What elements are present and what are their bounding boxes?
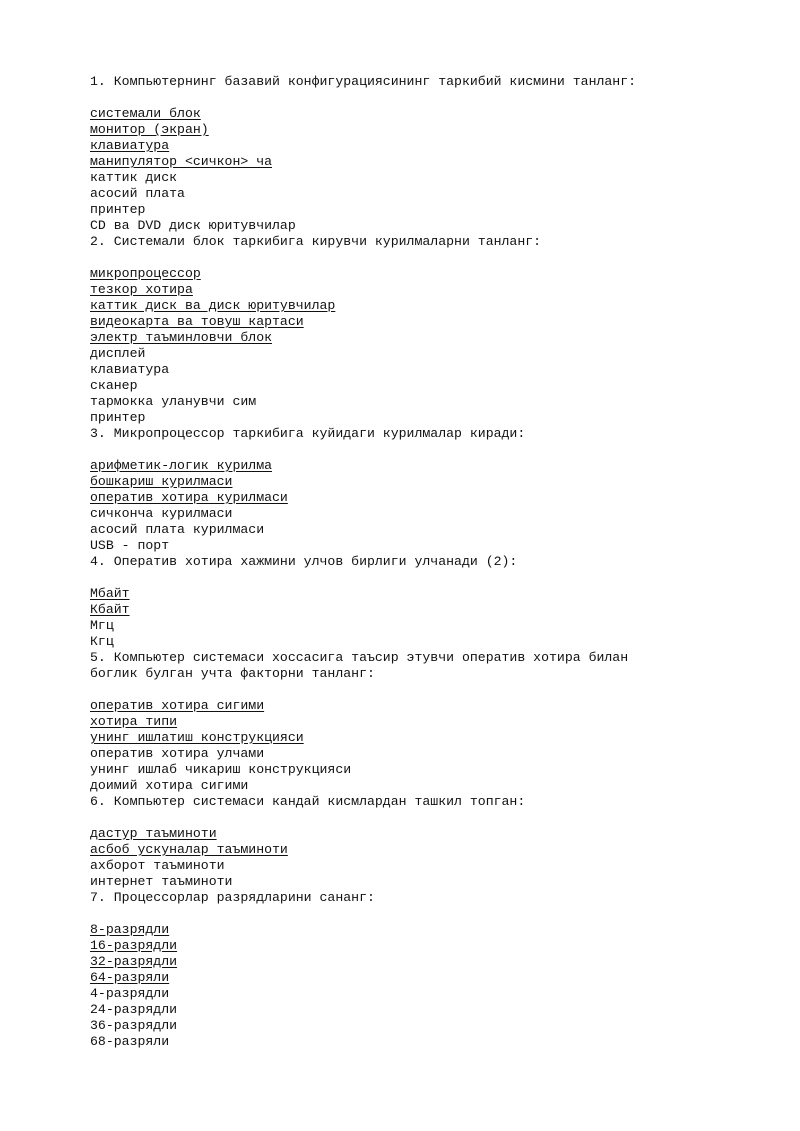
answer-option-correct: [90, 602, 730, 618]
question-block: [90, 890, 730, 1050]
answer-text: клавиатура: [90, 138, 170, 153]
question-title: 1. Компьютернинг базавий конфигурациясининг таркибий кисмини танланг:: [90, 74, 637, 89]
answer-text: оператив хотира улчами: [90, 746, 265, 761]
spacer: [90, 250, 730, 266]
answer-option-correct: [90, 282, 730, 298]
question-block: [90, 426, 730, 554]
answer-text: дисплей: [90, 346, 146, 361]
answer-option-correct: [90, 266, 730, 282]
answer-text: интернет таъминоти: [90, 874, 233, 889]
answer-option-correct: [90, 586, 730, 602]
answer-option-correct: [90, 922, 730, 938]
answer-option: [90, 378, 730, 394]
answer-text: унинг ишлаб чикариш конструкцияси: [90, 762, 352, 777]
answer-option-correct: [90, 730, 730, 746]
answer-text: асосий плата: [90, 186, 185, 201]
answer-option-correct: [90, 698, 730, 714]
answer-text: видеокарта ва товуш картаси: [90, 314, 304, 329]
question-title: 3. Микропроцессор таркибига куйидаги курилмалар киради:: [90, 426, 526, 441]
answer-option: [90, 634, 730, 650]
answer-option-correct: [90, 106, 730, 122]
answer-text: CD ва DVD диск юритувчилар: [90, 218, 296, 233]
answer-text: USB - порт: [90, 538, 170, 553]
answer-option-correct: [90, 458, 730, 474]
answer-text: 32-разрядли: [90, 954, 178, 969]
answer-text: 4-разрядли: [90, 986, 170, 1001]
question-block: [90, 234, 730, 426]
answer-option-correct: [90, 938, 730, 954]
answer-option: [90, 762, 730, 778]
answer-option: [90, 858, 730, 874]
answer-option: [90, 986, 730, 1002]
answer-text: 8-разрядли: [90, 922, 170, 937]
spacer: [90, 90, 730, 106]
answer-option: [90, 410, 730, 426]
question-title: 5. Компьютер системаси хоссасига таъсир этувчи оператив хотира билан боглик булган учта факторни танланг:: [90, 650, 629, 681]
answer-text: монитор (экран): [90, 122, 209, 137]
answer-text: каттик диск ва диск юритувчилар: [90, 298, 336, 313]
answer-text: манипулятор <сичкон> ча: [90, 154, 273, 169]
answer-option: [90, 778, 730, 794]
answer-text: 16-разрядли: [90, 938, 178, 953]
question-title: 4. Оператив хотира хажмини улчов бирлиги улчанади (2):: [90, 554, 518, 569]
answer-text: Мгц: [90, 618, 114, 633]
spacer: [90, 906, 730, 922]
answer-option-correct: [90, 490, 730, 506]
answer-text: тармокка уланувчи сим: [90, 394, 257, 409]
answer-option: [90, 522, 730, 538]
answer-option: [90, 186, 730, 202]
answer-option: [90, 1018, 730, 1034]
answer-option-correct: [90, 474, 730, 490]
answer-text: ахборот таъминоти: [90, 858, 225, 873]
answer-text: оператив хотира сигими: [90, 698, 265, 713]
answer-option-correct: [90, 330, 730, 346]
answer-option: [90, 746, 730, 762]
answer-text: сканер: [90, 378, 138, 393]
question-list: [90, 74, 730, 1050]
answer-text: принтер: [90, 202, 146, 217]
answer-option: [90, 394, 730, 410]
answer-text: арифметик-логик курилма: [90, 458, 273, 473]
question-block: [90, 74, 730, 234]
answer-text: 64-разряли: [90, 970, 170, 985]
answer-option-correct: [90, 122, 730, 138]
answer-option-correct: [90, 970, 730, 986]
answer-option: [90, 618, 730, 634]
question-block: [90, 794, 730, 890]
answer-text: дастур таъминоти: [90, 826, 217, 841]
answer-text: Мбайт: [90, 586, 130, 601]
answer-text: асбоб ускуналар таъминоти: [90, 842, 288, 857]
answer-text: доимий хотира сигими: [90, 778, 249, 793]
spacer: [90, 682, 730, 698]
answer-text: асосий плата курилмаси: [90, 522, 265, 537]
answer-text: каттик диск: [90, 170, 178, 185]
spacer: [90, 442, 730, 458]
question-title: 6. Компьютер системаси кандай кисмлардан ташкил топган:: [90, 794, 526, 809]
answer-text: электр таъминловчи блок: [90, 330, 273, 345]
answer-text: тезкор хотира: [90, 282, 193, 297]
answer-text: системали блок: [90, 106, 201, 121]
spacer: [90, 810, 730, 826]
answer-text: бошкариш курилмаси: [90, 474, 233, 489]
answer-option-correct: [90, 954, 730, 970]
answer-text: 36-разрядли: [90, 1018, 178, 1033]
answer-option-correct: [90, 154, 730, 170]
answer-text: микропроцессор: [90, 266, 201, 281]
answer-text: сичконча курилмаси: [90, 506, 233, 521]
answer-option: [90, 874, 730, 890]
answer-option: [90, 538, 730, 554]
answer-text: унинг ишлатиш конструкцияси: [90, 730, 304, 745]
answer-option-correct: [90, 826, 730, 842]
answer-option-correct: [90, 314, 730, 330]
answer-text: хотира типи: [90, 714, 178, 729]
answer-text: 24-разрядли: [90, 1002, 178, 1017]
answer-option: [90, 346, 730, 362]
answer-option: [90, 506, 730, 522]
question-title: 2. Системали блок таркибига кирувчи курилмаларни танланг:: [90, 234, 542, 249]
answer-text: Кбайт: [90, 602, 130, 617]
question-block: [90, 554, 730, 650]
answer-option: [90, 170, 730, 186]
answer-option: [90, 362, 730, 378]
answer-text: оператив хотира курилмаси: [90, 490, 288, 505]
answer-option: [90, 1034, 730, 1050]
answer-text: 68-разряли: [90, 1034, 170, 1049]
answer-option-correct: [90, 842, 730, 858]
answer-text: клавиатура: [90, 362, 170, 377]
answer-option-correct: [90, 714, 730, 730]
spacer: [90, 570, 730, 586]
answer-option: [90, 218, 730, 234]
question-block: [90, 650, 730, 794]
question-title: 7. Процессорлар разрядларини сананг:: [90, 890, 375, 905]
answer-option: [90, 202, 730, 218]
answer-option: [90, 1002, 730, 1018]
answer-text: принтер: [90, 410, 146, 425]
answer-option-correct: [90, 298, 730, 314]
answer-option-correct: [90, 138, 730, 154]
answer-text: Кгц: [90, 634, 114, 649]
document-page: [90, 74, 730, 1050]
